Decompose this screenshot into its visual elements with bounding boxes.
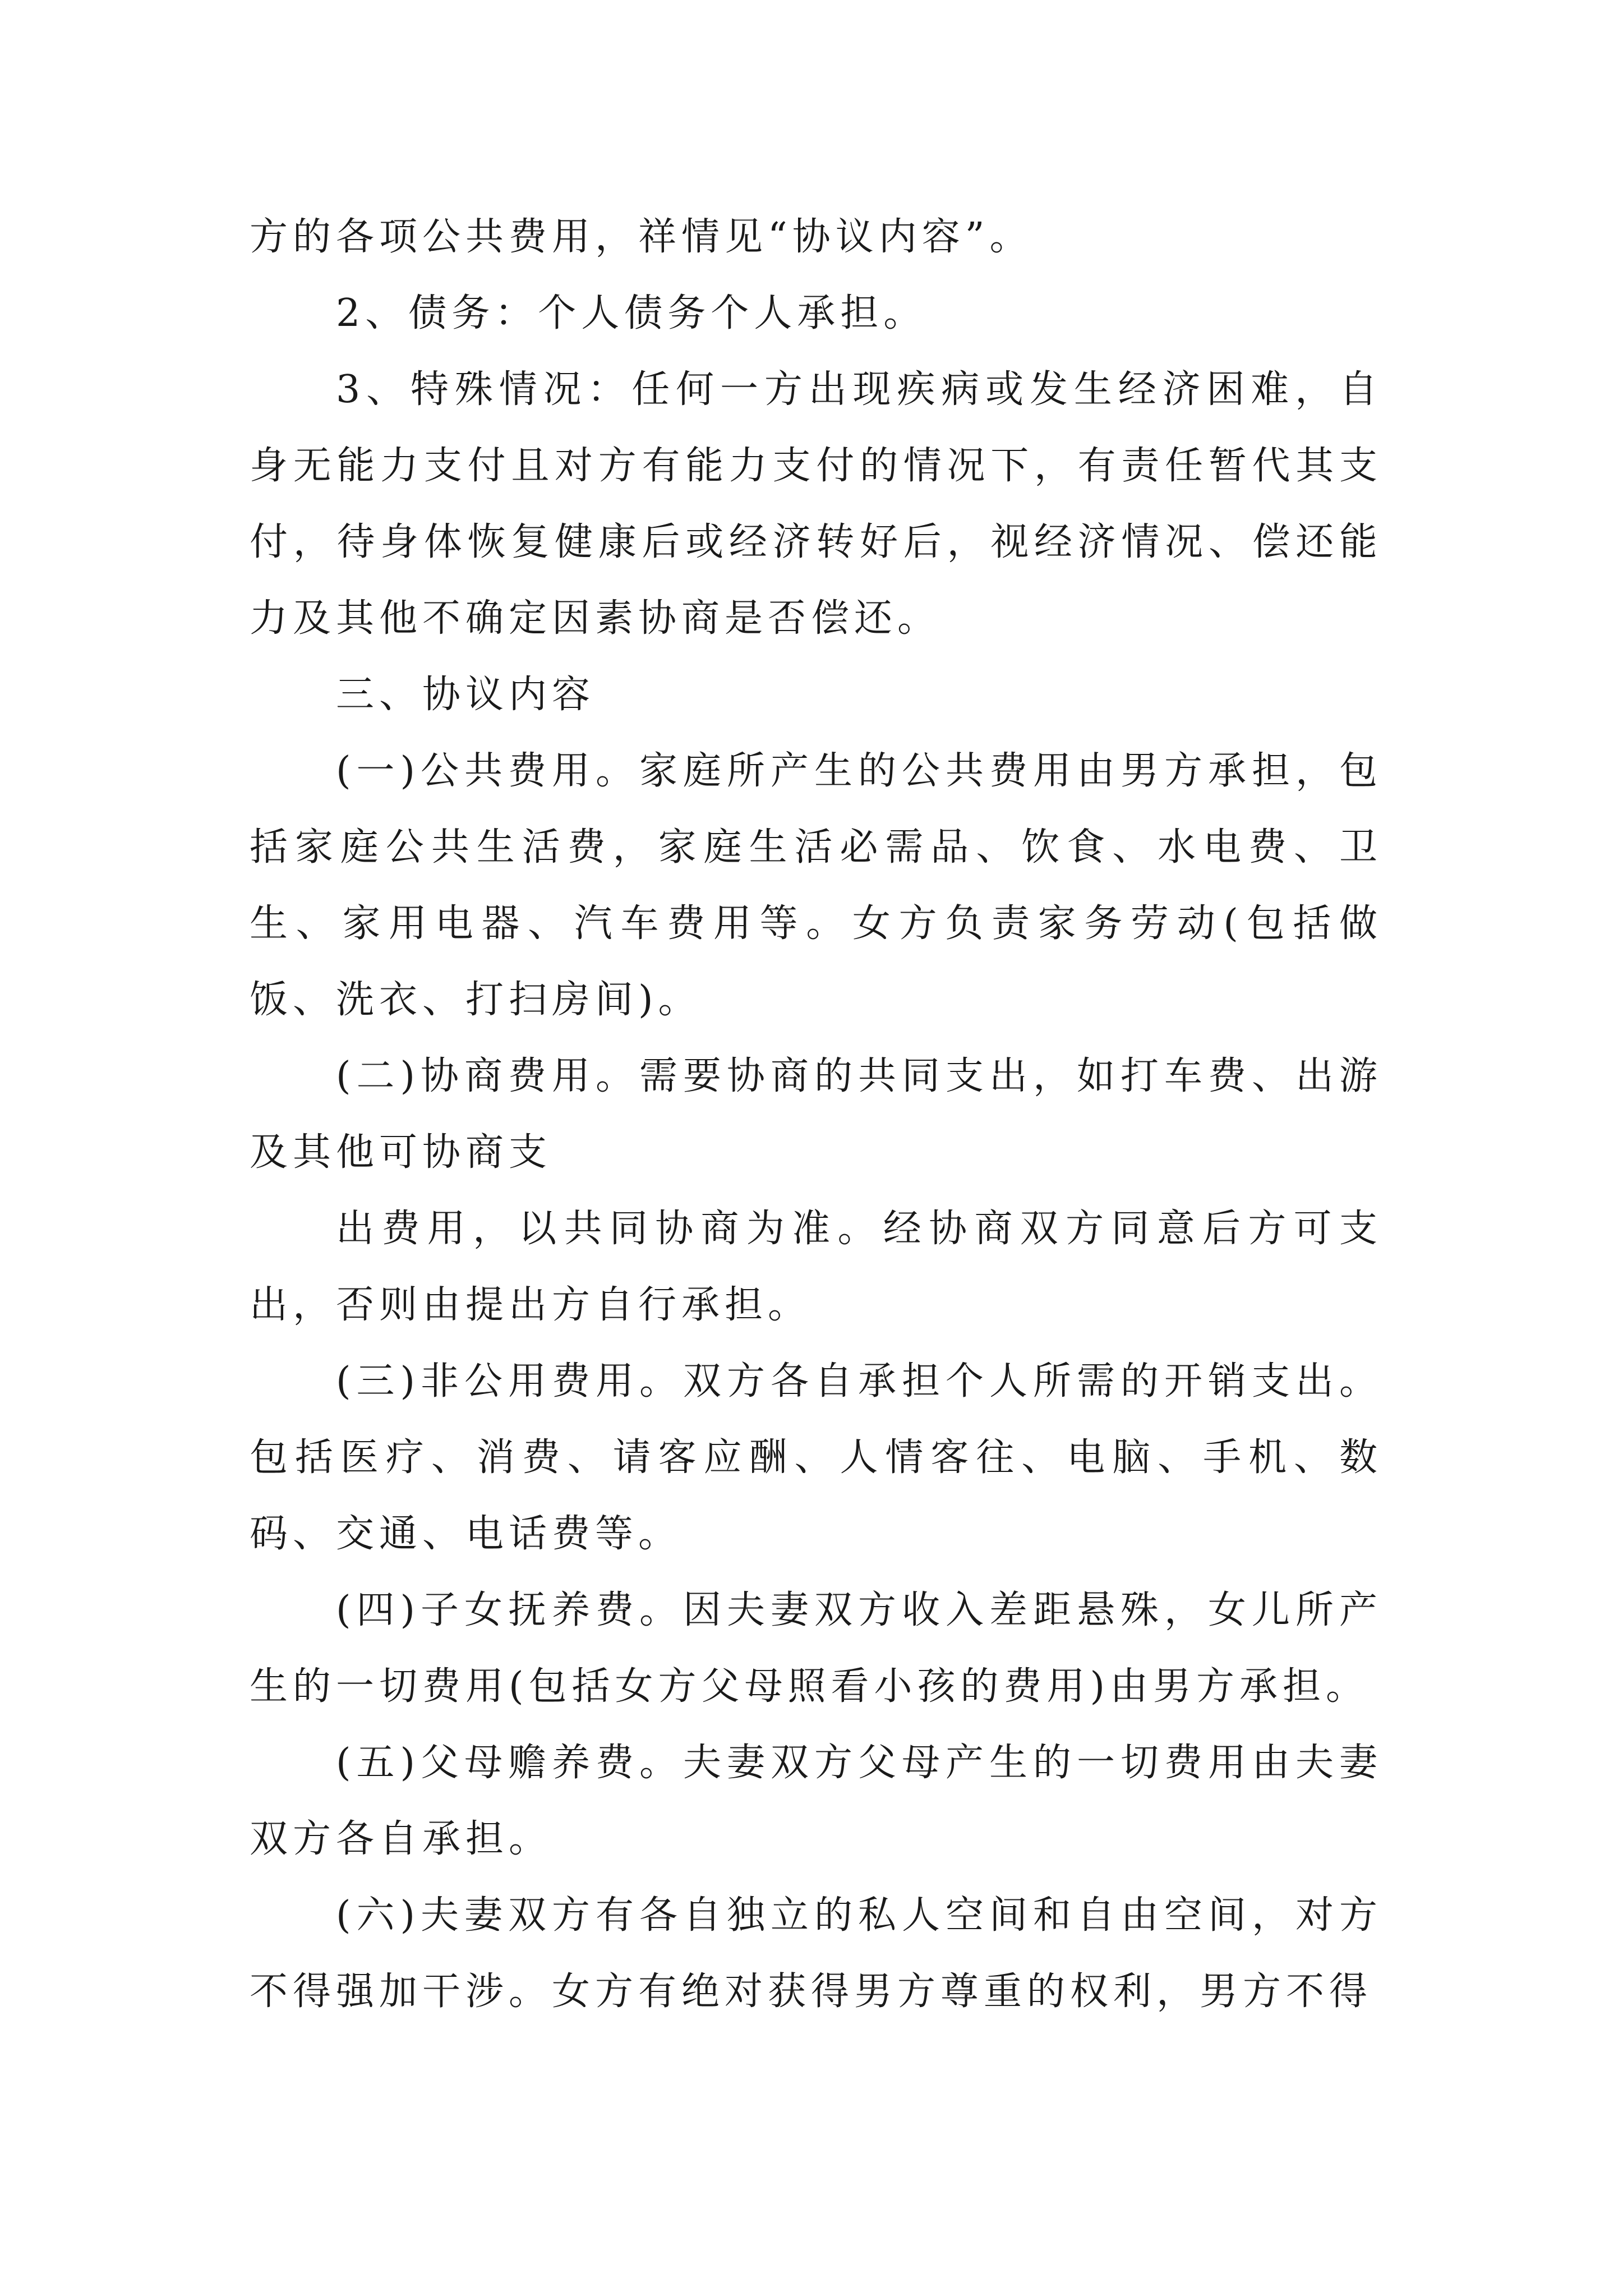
paragraph-public-expenses-continued: 方的各项公共费用，祥情见“协议内容”。 <box>250 215 1033 259</box>
paragraph-debts: 2、债务：个人债务个人承担。 <box>336 291 927 335</box>
paragraph-special-circumstances: 3、特殊情况：任何一方出现疾病或发生经济困难，自身无能力支付且对方有能力支付的情况下，有责任暂代其支付，待身体恢复健康后或经济转好后，视经济情况、偿还能力及其他不确定因素协商是否偿还。 <box>250 367 1382 641</box>
document-body <box>250 199 1382 2030</box>
paragraph-item-1-public-expenses: (一)公共费用。家庭所产生的公共费用由男方承担，包括家庭公共生活费，家庭生活必需品、饮食、水电费、卫生、家用电器、汽车费用等。女方负责家务劳动(包括做饭、洗衣、打扫房间)。 <box>250 749 1382 1022</box>
section-heading-agreement-content: 三、协议内容 <box>336 673 596 717</box>
paragraph-item-3-non-public-expenses: (三)非公用费用。双方各自承担个人所需的开销支出。包括医疗、消费、请客应酬、人情客往、电脑、手机、数码、交通、电话费等。 <box>250 1359 1382 1556</box>
paragraph-item-5-parent-support: (五)父母赡养费。夫妻双方父母产生的一切费用由夫妻双方各自承担。 <box>250 1741 1382 1861</box>
paragraph-item-6-personal-space: (六)夫妻双方有各自独立的私人空间和自由空间，对方不得强加干涉。女方有绝对获得男方尊重的权利，男方不得 <box>250 1893 1382 2014</box>
paragraph-item-4-child-support: (四)子女抚养费。因夫妻双方收入差距悬殊，女儿所产生的一切费用(包括女方父母照看小孩的费用)由男方承担。 <box>250 1588 1382 1709</box>
paragraph-item-2-continued: 出费用，以共同协商为准。经协商双方同意后方可支出，否则由提出方自行承担。 <box>250 1207 1382 1327</box>
paragraph-item-2-negotiated-expenses: (二)协商费用。需要协商的共同支出，如打车费、出游及其他可协商支 <box>250 1054 1382 1175</box>
